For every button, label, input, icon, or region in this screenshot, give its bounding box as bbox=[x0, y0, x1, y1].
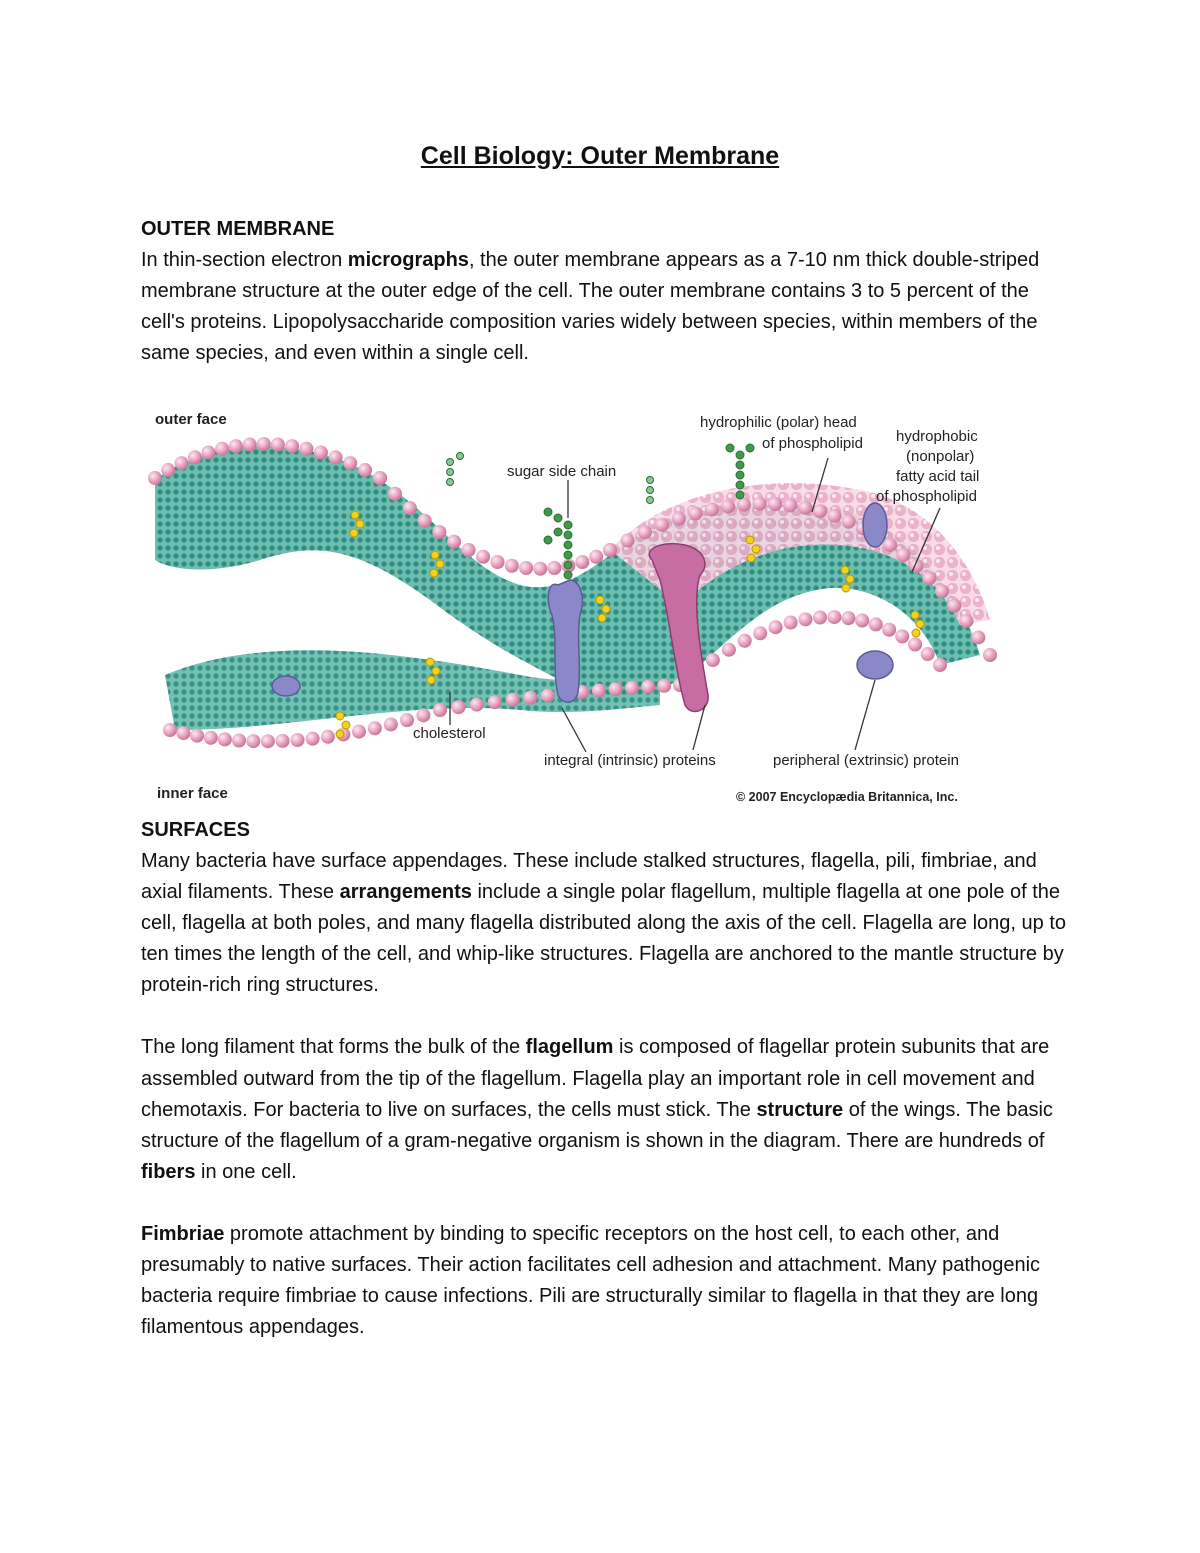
figure-copyright: © 2007 Encyclopædia Britannica, Inc. bbox=[736, 790, 958, 804]
label-hydrophilic-line2: of phospholipid bbox=[762, 435, 863, 452]
phospholipid-head bbox=[470, 698, 484, 712]
phospholipid-head bbox=[204, 731, 218, 745]
phospholipid-head bbox=[841, 611, 855, 625]
phospholipid-head bbox=[433, 703, 447, 717]
phospholipid-head bbox=[657, 679, 671, 693]
phospholipid-head bbox=[753, 626, 767, 640]
label-hydrophobic-line2: (nonpolar) bbox=[906, 448, 975, 465]
phospholipid-head bbox=[174, 456, 188, 470]
phospholipid-head bbox=[883, 538, 897, 552]
membrane-illustration bbox=[140, 400, 1010, 810]
phospholipid-head bbox=[368, 721, 382, 735]
phospholipid-head bbox=[261, 734, 275, 748]
surface-protein bbox=[863, 503, 887, 547]
label-hydrophilic-line1: hydrophilic (polar) head bbox=[700, 414, 857, 431]
label-hydrophobic-line1: hydrophobic bbox=[896, 428, 978, 445]
phospholipid-head bbox=[176, 726, 190, 740]
label-integral-proteins: integral (intrinsic) proteins bbox=[544, 752, 716, 769]
phospholipid-head bbox=[813, 504, 827, 518]
phospholipid-head bbox=[621, 534, 635, 548]
phospholipid-head bbox=[855, 614, 869, 628]
phospholipid-head bbox=[358, 463, 372, 477]
outer-membrane-heading: OUTER MEMBRANE bbox=[141, 218, 335, 240]
phospholipid-head bbox=[738, 634, 752, 648]
surfaces-paragraph-2: The long filament that forms the bulk of the flagellum is composed of flagellar protein subunits that are assembled outward from the tip of the flagellum. Flagella play an important role in cell movement and chemotaxis. For bacteria to live on surfaces, the cells must stick. The structure of the wings. The basic structure of the flagellum of a gram-negative organism is shown in the diagram. There are hundreds of fibers in one cell. bbox=[141, 1036, 1053, 1183]
phospholipid-head bbox=[506, 693, 520, 707]
phospholipid-head bbox=[285, 439, 299, 453]
phospholipid-head bbox=[971, 630, 985, 644]
phospholipid-head bbox=[813, 611, 827, 625]
phospholipid-head bbox=[983, 648, 997, 662]
phospholipid-head bbox=[533, 562, 547, 576]
phospholipid-head bbox=[705, 502, 719, 516]
peripheral-protein bbox=[857, 651, 893, 679]
phospholipid-head bbox=[827, 509, 841, 523]
phospholipid-head bbox=[921, 647, 935, 661]
phospholipid-head bbox=[753, 497, 767, 511]
surfaces-paragraph-3: Fimbriae promote attachment by binding to specific receptors on the host cell, to each other, and presumably to native surfaces. Their action facilitates cell adhesion and attachment. Many pathogenic bacteria require fimbriae to cause infections. Pili are structurally similar to flagella in that they are long filamentous appendages. bbox=[141, 1222, 1041, 1339]
phospholipid-head bbox=[547, 561, 561, 575]
phospholipid-head bbox=[869, 617, 883, 631]
phospholipid-head bbox=[476, 550, 490, 564]
phospholipid-head bbox=[798, 612, 812, 626]
phospholipid-head bbox=[161, 463, 175, 477]
phospholipid-head bbox=[388, 487, 402, 501]
phospholipid-head bbox=[882, 623, 896, 637]
phospholipid-head bbox=[689, 506, 703, 520]
phospholipid-head bbox=[959, 614, 973, 628]
phospholipid-head bbox=[403, 501, 417, 515]
membrane-diagram bbox=[140, 400, 1010, 810]
phospholipid-head bbox=[625, 681, 639, 695]
phospholipid-head bbox=[922, 571, 936, 585]
phospholipid-head bbox=[895, 629, 909, 643]
phospholipid-head bbox=[243, 438, 257, 452]
outer-membrane-paragraph: In thin-section electron micrographs, the outer membrane appears as a 7-10 nm thick double-striped membrane structure at the outer edge of the cell. The outer membrane contains 3 to 5 percent of the cell's proteins. Lipopolysaccharide composition varies widely between species, within members of the same species, and even within a single cell. bbox=[141, 249, 1040, 365]
label-inner-face: inner face bbox=[157, 785, 228, 802]
phospholipid-head bbox=[541, 689, 555, 703]
phospholipid-head bbox=[908, 638, 922, 652]
phospholipid-head bbox=[271, 438, 285, 452]
phospholipid-head bbox=[655, 518, 669, 532]
phospholipid-head bbox=[722, 643, 736, 657]
phospholipid-head bbox=[400, 713, 414, 727]
surfaces-section bbox=[141, 815, 1071, 1343]
label-hydrophobic-line3: fatty acid tail bbox=[896, 468, 980, 485]
phospholipid-head bbox=[276, 734, 290, 748]
phospholipid-head bbox=[488, 695, 502, 709]
phospholipid-head bbox=[672, 512, 686, 526]
phospholipid-head bbox=[299, 442, 313, 456]
label-cholesterol: cholesterol bbox=[413, 725, 486, 742]
surfaces-paragraph-1: Many bacteria have surface appendages. These include stalked structures, flagella, pili, fimbriae, and axial filaments. These arrangements include a single polar flagellum, multiple flagella at one pole of the cell, flagella at both poles, and many flagella distributed along the axis of the cell. Flagella are long, up to ten times the length of the cell, and whip-like structures. Flagella are anchored to the mantle structure by protein-rich ring structures. bbox=[141, 850, 1067, 997]
phospholipid-head bbox=[188, 450, 202, 464]
phospholipid-head bbox=[896, 548, 910, 562]
surfaces-heading: SURFACES bbox=[141, 819, 250, 841]
phospholipid-head bbox=[592, 683, 606, 697]
phospholipid-head bbox=[229, 439, 243, 453]
phospholipid-head bbox=[246, 734, 260, 748]
phospholipid-head bbox=[321, 730, 335, 744]
phospholipid-head bbox=[343, 456, 357, 470]
phospholipid-head bbox=[769, 620, 783, 634]
phospholipid-head bbox=[935, 584, 949, 598]
phospholipid-head bbox=[218, 732, 232, 746]
phospholipid-head bbox=[798, 501, 812, 515]
phospholipid-head bbox=[827, 610, 841, 624]
phospholipid-head bbox=[432, 525, 446, 539]
phospholipid-head bbox=[163, 723, 177, 737]
phospholipid-head bbox=[783, 498, 797, 512]
small-protein bbox=[272, 676, 300, 696]
phospholipid-head bbox=[418, 514, 432, 528]
phospholipid-head bbox=[706, 653, 720, 667]
phospholipid-head bbox=[352, 725, 366, 739]
label-sugar-side-chain: sugar side chain bbox=[507, 463, 617, 480]
phospholipid-head bbox=[609, 682, 623, 696]
phospholipid-head bbox=[232, 733, 246, 747]
phospholipid-head bbox=[575, 555, 589, 569]
phospholipid-head bbox=[768, 497, 782, 511]
phospholipid-head bbox=[306, 732, 320, 746]
outer-membrane-section bbox=[141, 214, 1071, 369]
phospholipid-head bbox=[257, 437, 271, 451]
phospholipid-head bbox=[523, 691, 537, 705]
phospholipid-head bbox=[842, 514, 856, 528]
phospholipid-head bbox=[519, 561, 533, 575]
phospholipid-head bbox=[947, 599, 961, 613]
phospholipid-head bbox=[447, 535, 461, 549]
label-outer-face: outer face bbox=[155, 411, 227, 428]
phospholipid-head bbox=[505, 559, 519, 573]
phospholipid-head bbox=[416, 708, 430, 722]
phospholipid-head bbox=[603, 543, 617, 557]
phospholipid-head bbox=[451, 700, 465, 714]
phospholipid-head bbox=[737, 498, 751, 512]
phospholipid-head bbox=[589, 550, 603, 564]
phospholipid-head bbox=[201, 446, 215, 460]
phospholipid-head bbox=[384, 717, 398, 731]
phospholipid-head bbox=[784, 616, 798, 630]
phospholipid-head bbox=[462, 543, 476, 557]
phospholipid-head bbox=[933, 658, 947, 672]
phospholipid-head bbox=[491, 555, 505, 569]
page-title: Cell Biology: Outer Membrane bbox=[420, 142, 780, 170]
phospholipid-head bbox=[638, 525, 652, 539]
phospholipid-head bbox=[329, 450, 343, 464]
phospholipid-head bbox=[291, 733, 305, 747]
phospholipid-head bbox=[314, 446, 328, 460]
label-peripheral-protein: peripheral (extrinsic) protein bbox=[773, 752, 959, 769]
phospholipid-head bbox=[373, 471, 387, 485]
phospholipid-head bbox=[215, 442, 229, 456]
label-hydrophobic-line4: of phospholipid bbox=[876, 488, 977, 505]
phospholipid-head bbox=[721, 499, 735, 513]
phospholipid-head bbox=[641, 680, 655, 694]
phospholipid-head bbox=[190, 729, 204, 743]
phospholipid-head bbox=[148, 471, 162, 485]
